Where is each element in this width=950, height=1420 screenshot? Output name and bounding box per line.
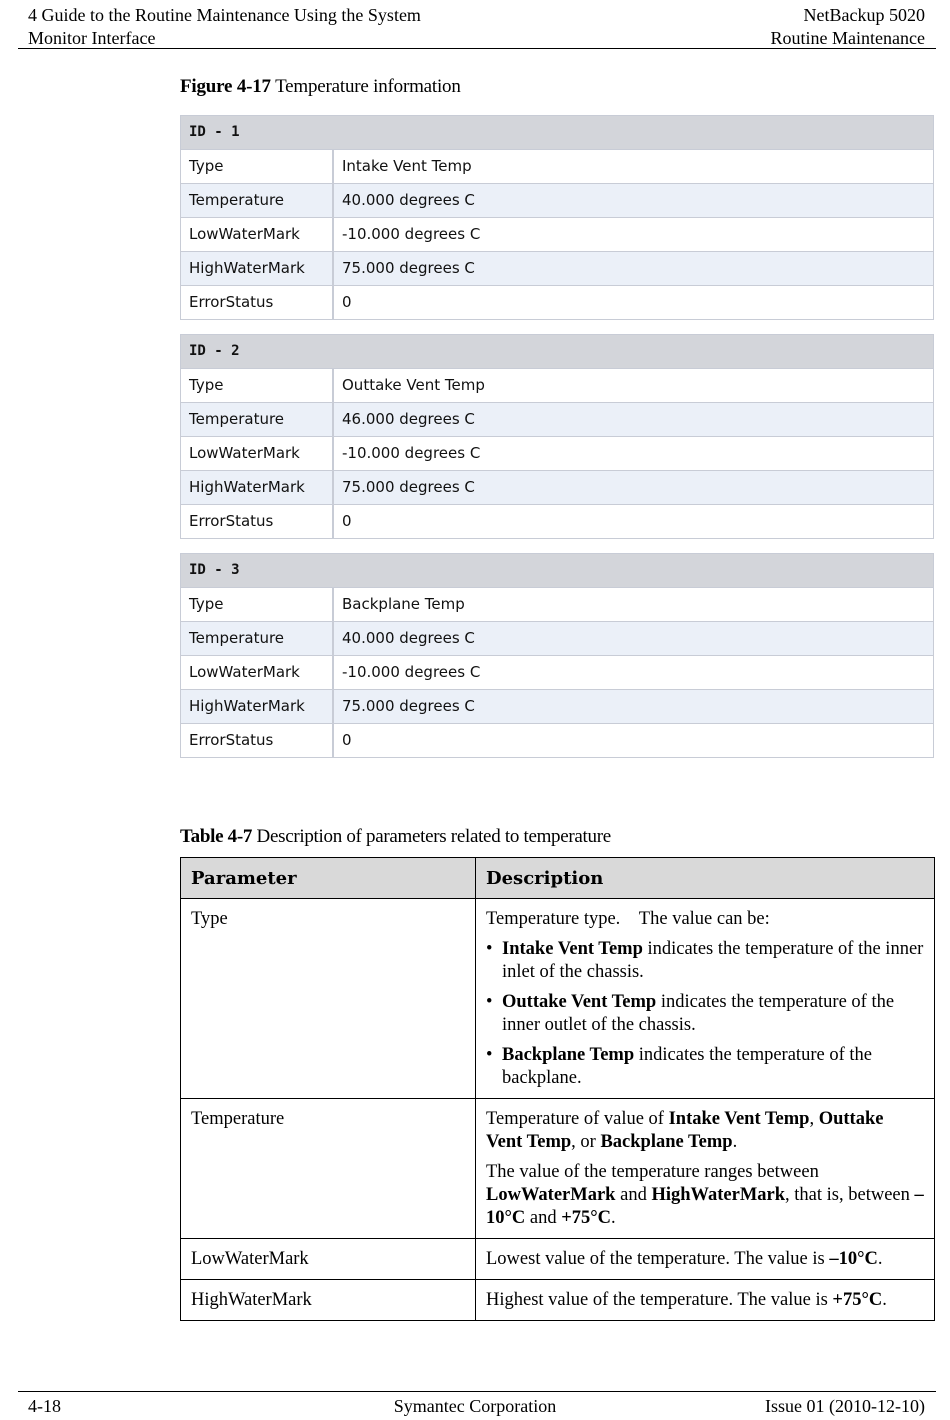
sensor-value: 75.000 degrees C: [342, 697, 475, 715]
sensor-value: 40.000 degrees C: [342, 629, 475, 647]
column-header-description: Description: [476, 858, 935, 899]
figure-title: Temperature information: [275, 76, 461, 97]
bullet-term: Intake Vent Temp: [502, 939, 643, 959]
column-header-parameter: Parameter: [181, 858, 476, 899]
sensor-row: [181, 403, 933, 437]
sensor-value: 0: [342, 293, 352, 311]
figure-label: Figure 4-17: [180, 76, 271, 97]
sensor-row: [181, 437, 933, 471]
sensor-row: [181, 724, 933, 758]
sensor-id-header: ID - 2: [181, 335, 933, 369]
sensor-key: Type: [181, 150, 334, 183]
sensor-value: -10.000 degrees C: [342, 225, 481, 243]
sensor-key: Temperature: [181, 403, 334, 436]
bullet-text: indicates the temperature of the inner outlet of the chassis.: [502, 992, 895, 1035]
param-cell: HighWaterMark: [181, 1280, 476, 1321]
header-right-line2: Routine Maintenance: [770, 28, 925, 48]
running-header-chapter: [28, 4, 421, 50]
footer-divider: [18, 1391, 936, 1392]
description-cell: [476, 899, 935, 1099]
sensor-value: Outtake Vent Temp: [342, 376, 485, 394]
sensor-value: 0: [342, 731, 352, 749]
description-cell: [476, 1099, 935, 1239]
table-header-row: [181, 858, 935, 899]
table-label: Table 4-7: [180, 826, 253, 847]
bullet-term: Backplane Temp: [502, 1045, 635, 1065]
sensor-row: [181, 690, 933, 724]
table-title: Description of parameters related to temperature: [256, 826, 611, 847]
bullet-dot: •: [486, 1045, 493, 1065]
sensor-value: 75.000 degrees C: [342, 259, 475, 277]
sensor-value: Intake Vent Temp: [342, 157, 472, 175]
param-cell: LowWaterMark: [181, 1239, 476, 1280]
header-left-line2: Monitor Interface: [28, 28, 156, 48]
sensor-value: -10.000 degrees C: [342, 663, 481, 681]
sensor-key: HighWaterMark: [181, 252, 334, 285]
page-number: 4-18: [28, 1396, 61, 1416]
sensor-key: HighWaterMark: [181, 471, 334, 504]
sensor-key: LowWaterMark: [181, 437, 334, 470]
sensor-row: [181, 218, 933, 252]
sensor-key: ErrorStatus: [181, 724, 334, 757]
table-row-temperature: [181, 1099, 935, 1239]
running-header-product: [771, 4, 925, 50]
sensor-row: [181, 505, 933, 539]
table-row-highwatermark: [181, 1280, 935, 1321]
sensor-value: 46.000 degrees C: [342, 410, 475, 428]
parameter-table: [180, 857, 935, 1321]
sensor-key: Temperature: [181, 622, 334, 655]
sensor-block-3: [180, 553, 934, 758]
description-paragraph: The value of the temperature ranges between LowWaterMark and HighWaterMark, that is, between –10°C and +75°C.: [486, 1162, 924, 1228]
description-cell: Highest value of the temperature. The value is +75°C.: [476, 1280, 935, 1321]
sensor-row: [181, 150, 933, 184]
bullet-text: indicates the temperature of the backplane.: [502, 1045, 872, 1088]
param-cell: Type: [181, 899, 476, 1099]
table-caption: [180, 826, 611, 848]
bullet-dot: •: [486, 992, 493, 1012]
bullet-item: [486, 938, 924, 984]
sensor-row: [181, 588, 933, 622]
sensor-key: LowWaterMark: [181, 218, 334, 251]
sensor-row: [181, 369, 933, 403]
bullet-dot: •: [486, 939, 493, 959]
sensor-row: [181, 286, 933, 320]
sensor-row: [181, 184, 933, 218]
sensor-key: ErrorStatus: [181, 505, 334, 538]
header-left-line1: 4 Guide to the Routine Maintenance Using the System: [28, 5, 421, 25]
sensor-id-header: ID - 1: [181, 116, 933, 150]
sensor-id-header: ID - 3: [181, 554, 933, 588]
header-right-line1: NetBackup 5020: [803, 5, 925, 25]
sensor-block-1: [180, 115, 934, 320]
sensor-value: 40.000 degrees C: [342, 191, 475, 209]
sensor-row: [181, 471, 933, 505]
sensor-row: [181, 656, 933, 690]
sensor-value: 0: [342, 512, 352, 530]
sensor-value: 75.000 degrees C: [342, 478, 475, 496]
table-row-type: [181, 899, 935, 1099]
sensor-key: ErrorStatus: [181, 286, 334, 319]
sensor-row: [181, 252, 933, 286]
table-row-lowwatermark: [181, 1239, 935, 1280]
sensor-key: LowWaterMark: [181, 656, 334, 689]
description-intro: Temperature type. The value can be:: [486, 909, 770, 929]
sensor-key: HighWaterMark: [181, 690, 334, 723]
header-divider: [18, 48, 936, 49]
bullet-text: indicates the temperature of the inner inlet of the chassis.: [502, 939, 924, 982]
sensor-key: Type: [181, 369, 334, 402]
sensor-value: Backplane Temp: [342, 595, 465, 613]
bullet-item: [486, 991, 924, 1037]
footer-company: Symantec Corporation: [393, 1396, 557, 1416]
sensor-key: Temperature: [181, 184, 334, 217]
sensor-key: Type: [181, 588, 334, 621]
sensor-value: -10.000 degrees C: [342, 444, 481, 462]
description-paragraph: Temperature of value of Intake Vent Temp, Outtake Vent Temp, or Backplane Temp.: [486, 1109, 884, 1152]
figure-caption: [180, 76, 461, 98]
param-cell: Temperature: [181, 1099, 476, 1239]
bullet-term: Outtake Vent Temp: [502, 992, 657, 1012]
description-cell: Lowest value of the temperature. The value is –10°C.: [476, 1239, 935, 1280]
bullet-item: [486, 1044, 924, 1090]
sensor-row: [181, 622, 933, 656]
sensor-block-2: [180, 334, 934, 539]
footer-issue: Issue 01 (2010-12-10): [765, 1396, 925, 1416]
